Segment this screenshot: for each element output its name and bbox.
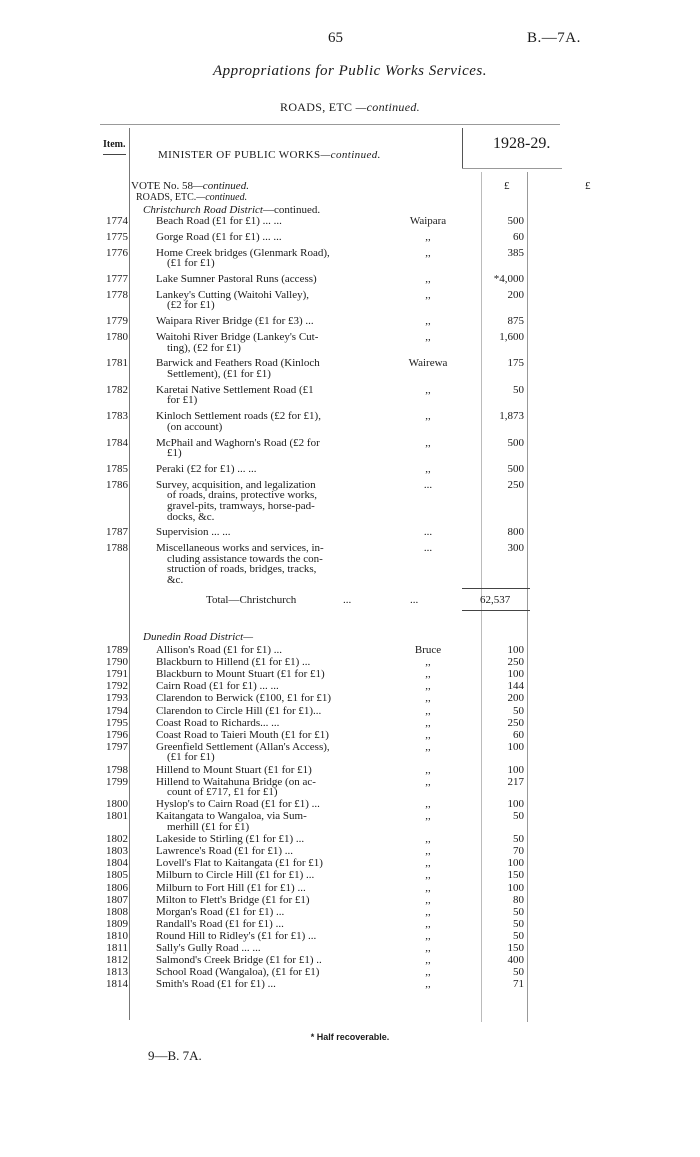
district-heading-continued: —continued. — [262, 204, 321, 216]
vote-heading — [131, 180, 249, 192]
item-number: 1790 — [106, 656, 128, 669]
item-number: 1810 — [106, 929, 128, 942]
item-description — [156, 290, 372, 311]
description-line: Milton to Flett's Bridge (£1 for £1) — [156, 893, 310, 906]
item-amount: 100 — [507, 668, 524, 681]
item-number: 1782 — [106, 383, 128, 396]
page-title: Appropriations for Public Works Services. — [213, 63, 487, 79]
dunedin-heading: Dunedin Road District— — [143, 631, 253, 643]
item-number: 1814 — [106, 978, 128, 991]
item-description — [156, 464, 372, 475]
item-amount: 50 — [513, 810, 524, 823]
column-rule-year-left — [462, 128, 463, 168]
item-amount: 500 — [507, 463, 524, 475]
roads-subheading — [136, 192, 247, 203]
description-line: count of £717, £1 for £1) — [167, 786, 278, 799]
description-line: Supervision ... ... — [156, 526, 231, 539]
item-amount: 100 — [507, 740, 524, 753]
item-description — [156, 216, 372, 227]
item-number: 1794 — [106, 704, 128, 717]
item-description — [156, 693, 372, 704]
item-amount: 800 — [507, 526, 524, 539]
item-amount: 500 — [507, 215, 524, 227]
item-number: 1805 — [106, 869, 128, 882]
description-line: (£1 for £1) — [167, 257, 215, 270]
item-amount: 60 — [513, 230, 524, 243]
item-district: ,, — [425, 668, 431, 681]
item-amount: 60 — [513, 728, 524, 741]
item-district: ,, — [425, 656, 431, 669]
item-number: 1785 — [106, 463, 128, 475]
item-district: ,, — [425, 463, 431, 475]
description-line: Kinloch Settlement roads (£2 for £1), — [156, 410, 321, 423]
item-amount: 100 — [507, 644, 524, 656]
item-description — [156, 316, 372, 327]
item-description — [156, 480, 372, 522]
item-number: 1812 — [106, 954, 128, 967]
item-description — [156, 811, 372, 832]
item-description — [156, 943, 372, 954]
description-line: struction of roads, bridges, tracks, — [167, 563, 317, 576]
item-district: ,, — [425, 288, 431, 301]
item-description — [156, 895, 372, 906]
description-line: Blackburn to Hillend (£1 for £1) ... — [156, 656, 311, 669]
item-description — [156, 274, 372, 285]
item-number: 1798 — [106, 763, 128, 776]
item-description — [156, 777, 372, 798]
item-number: 1787 — [106, 526, 128, 539]
subtitle-main: ROADS, ETC — [280, 100, 353, 114]
item-district: ,, — [425, 331, 431, 343]
description-line: Clarendon to Circle Hill (£1 for £1)... — [156, 704, 322, 717]
item-district: ... — [423, 478, 433, 491]
item-amount: 100 — [507, 798, 524, 811]
item-heading-rule — [103, 154, 126, 155]
item-description — [156, 543, 372, 585]
item-amount: 1,873 — [499, 410, 524, 423]
item-district: ,, — [425, 273, 431, 285]
item-number: 1793 — [106, 692, 128, 705]
item-number: 1801 — [106, 810, 128, 823]
item-description — [156, 681, 372, 692]
item-district: ,, — [425, 810, 431, 823]
item-number: 1784 — [106, 436, 128, 449]
item-description — [156, 411, 372, 432]
item-amount: 150 — [507, 942, 524, 954]
description-line: (£1 for £1) — [167, 751, 215, 764]
item-district: ,, — [425, 917, 431, 930]
item-amount: 300 — [507, 542, 524, 555]
item-description — [156, 358, 372, 379]
item-number: 1809 — [106, 917, 128, 930]
item-number: 1786 — [106, 478, 128, 491]
item-description — [156, 834, 372, 845]
item-description — [156, 883, 372, 894]
item-amount: 144 — [507, 680, 524, 693]
item-description — [156, 332, 372, 353]
item-number: 1802 — [106, 833, 128, 846]
item-amount: 200 — [507, 692, 524, 705]
item-district: ,, — [425, 230, 431, 243]
description-line: School Road (Wangaloa), (£1 for £1) — [156, 966, 320, 979]
item-number: 1792 — [106, 680, 128, 693]
description-line: Kaitangata to Wangaloa, via Sum- — [156, 810, 307, 823]
item-amount: 50 — [513, 704, 524, 717]
item-number: 1777 — [106, 273, 128, 285]
description-line: ting), (£2 for £1) — [167, 341, 241, 354]
description-line: Home Creek bridges (Glenmark Road), — [156, 246, 330, 259]
total-rule-top — [462, 588, 530, 589]
item-number: 1799 — [106, 775, 128, 788]
item-district: ,, — [425, 436, 431, 449]
year-heading: 1928-29. — [493, 135, 551, 152]
item-district: ,, — [425, 383, 431, 396]
currency-symbol-2: £ — [585, 180, 591, 192]
vote-heading-continued: —continued. — [193, 180, 249, 192]
item-description — [156, 919, 372, 930]
item-amount: 200 — [507, 288, 524, 301]
roads-subheading-main: ROADS, ETC. — [136, 192, 197, 203]
item-description — [156, 248, 372, 269]
page-subtitle — [0, 100, 700, 115]
item-column-heading: Item. — [103, 139, 126, 150]
item-amount: 100 — [507, 763, 524, 776]
item-number: 1804 — [106, 857, 128, 870]
description-line: Waitohi River Bridge (Lankey's Cut- — [156, 331, 319, 343]
item-amount: 150 — [507, 869, 524, 882]
description-line: Gorge Road (£1 for £1) ... ... — [156, 230, 282, 243]
item-district: ,, — [425, 954, 431, 967]
column-rule-year-right — [527, 172, 528, 1022]
item-district: ,, — [425, 740, 431, 753]
item-number: 1776 — [106, 246, 128, 259]
item-description — [156, 706, 372, 717]
item-number: 1803 — [106, 845, 128, 858]
item-description — [156, 718, 372, 729]
description-line: Lawrence's Road (£1 for £1) ... — [156, 845, 293, 858]
total-dots-2: ... — [410, 594, 419, 606]
item-number: 1780 — [106, 331, 128, 343]
item-amount: *4,000 — [493, 273, 524, 285]
item-amount: 400 — [507, 954, 524, 967]
item-district: Waipara — [409, 215, 447, 227]
item-description — [156, 967, 372, 978]
item-description — [156, 742, 372, 763]
item-district: ,, — [425, 881, 431, 894]
item-description — [156, 799, 372, 810]
description-line: gravel-pits, tramways, horse-pad- — [167, 499, 315, 512]
item-district: ,, — [425, 845, 431, 858]
description-line: Salmond's Creek Bridge (£1 for £1) .. — [156, 954, 322, 967]
item-district: ,, — [425, 942, 431, 954]
item-district: ,, — [425, 775, 431, 788]
item-description — [156, 931, 372, 942]
description-line: Hillend to Waitahuna Bridge (on ac- — [156, 775, 316, 788]
item-district: ,, — [425, 857, 431, 870]
item-district: ,, — [425, 728, 431, 741]
description-line: cluding assistance towards the con- — [167, 552, 323, 565]
footnote: * Half recoverable. — [310, 1032, 390, 1042]
item-amount: 80 — [513, 893, 524, 906]
description-line: Barwick and Feathers Road (Kinloch — [156, 357, 320, 370]
description-line: £1) — [167, 447, 182, 460]
item-description — [156, 765, 372, 776]
item-number: 1779 — [106, 315, 128, 328]
column-rule-desc — [129, 128, 130, 1020]
item-amount: 50 — [513, 917, 524, 930]
item-number: 1800 — [106, 798, 128, 811]
item-amount: 50 — [513, 833, 524, 846]
item-number: 1806 — [106, 881, 128, 894]
header-bottom-rule — [462, 168, 562, 169]
description-line: of roads, drains, protective works, — [167, 489, 317, 502]
item-description — [156, 979, 372, 990]
description-line: Beach Road (£1 for £1) ... ... — [156, 215, 282, 227]
item-description — [156, 858, 372, 869]
item-description — [156, 870, 372, 881]
item-district: ... — [423, 542, 433, 555]
description-line: Clarendon to Berwick (£100, £1 for £1) — [156, 692, 332, 705]
item-district: ,, — [425, 704, 431, 717]
total-amount: 62,537 — [480, 594, 511, 606]
item-amount: 70 — [513, 845, 524, 858]
item-description — [156, 846, 372, 857]
description-line: Cairn Road (£1 for £1) ... ... — [156, 680, 279, 693]
item-district: ,, — [425, 905, 431, 918]
description-line: McPhail and Waghorn's Road (£2 for — [156, 436, 320, 449]
item-district: ,, — [425, 966, 431, 979]
item-number: 1788 — [106, 542, 128, 555]
minister-heading — [158, 149, 381, 161]
item-amount: 250 — [507, 478, 524, 491]
item-amount: 500 — [507, 436, 524, 449]
description-line: Blackburn to Mount Stuart (£1 for £1) — [156, 668, 325, 681]
description-line: Miscellaneous works and services, in- — [156, 542, 324, 555]
description-line: Allison's Road (£1 for £1) ... — [156, 644, 283, 656]
description-line: &c. — [167, 573, 184, 586]
item-number: 1775 — [106, 230, 128, 243]
description-line: (on account) — [167, 420, 223, 433]
item-district: ,, — [425, 692, 431, 705]
total-dots-1: ... — [343, 594, 352, 606]
item-amount: 1,600 — [499, 331, 524, 343]
description-line: for £1) — [167, 394, 198, 407]
description-line: Coast Road to Richards... ... — [156, 716, 280, 729]
item-district: ,, — [425, 680, 431, 693]
item-district: ,, — [425, 246, 431, 259]
page-number: 65 — [328, 30, 343, 46]
item-amount: 100 — [507, 857, 524, 870]
footer-reference: 9—B. 7A. — [148, 1048, 202, 1063]
item-amount: 250 — [507, 716, 524, 729]
item-number: 1791 — [106, 668, 128, 681]
description-line: Smith's Road (£1 for £1) ... — [156, 978, 276, 991]
item-amount: 50 — [513, 929, 524, 942]
item-amount: 50 — [513, 905, 524, 918]
description-line: Morgan's Road (£1 for £1) ... — [156, 905, 285, 918]
total-rule-bottom — [462, 610, 530, 611]
item-description — [156, 955, 372, 966]
item-amount: 50 — [513, 966, 524, 979]
item-district: ,, — [425, 716, 431, 729]
description-line: Lovell's Flat to Kaitangata (£1 for £1) — [156, 857, 323, 870]
description-line: Survey, acquisition, and legalization — [156, 478, 316, 491]
description-line: Settlement), (£1 for £1) — [167, 367, 271, 380]
item-number: 1811 — [106, 942, 128, 954]
vote-heading-main: VOTE No. 58 — [131, 180, 194, 192]
item-number: 1795 — [106, 716, 128, 729]
item-number: 1796 — [106, 728, 128, 741]
item-description — [156, 907, 372, 918]
item-district: Bruce — [414, 644, 442, 656]
total-label: Total—Christchurch — [206, 594, 297, 606]
description-line: (£2 for £1) — [167, 299, 215, 312]
description-line: Karetai Native Settlement Road (£1 — [156, 383, 314, 396]
item-district: ,, — [425, 315, 431, 328]
description-line: Coast Road to Taieri Mouth (£1 for £1) — [156, 728, 329, 741]
item-number: 1778 — [106, 288, 128, 301]
item-district: ,, — [425, 798, 431, 811]
description-line: Peraki (£2 for £1) ... ... — [156, 463, 257, 475]
item-number: 1807 — [106, 893, 128, 906]
item-district: ,, — [425, 763, 431, 776]
description-line: Round Hill to Ridley's (£1 for £1) ... — [156, 929, 317, 942]
item-district: ... — [423, 526, 433, 539]
item-description — [156, 527, 372, 538]
item-district: ,, — [425, 869, 431, 882]
item-amount: 875 — [507, 315, 524, 328]
item-district: ,, — [425, 929, 431, 942]
item-description — [156, 645, 372, 656]
item-description — [156, 385, 372, 406]
description-line: Greenfield Settlement (Allan's Access), — [156, 740, 330, 753]
document-reference: B.—7A. — [527, 30, 581, 46]
description-line: Randall's Road (£1 for £1) ... — [156, 917, 284, 930]
description-line: Lankey's Cutting (Waitohi Valley), — [156, 288, 310, 301]
item-description — [156, 657, 372, 668]
minister-heading-continued: —continued. — [320, 149, 381, 161]
subtitle-continued: —continued. — [355, 100, 420, 114]
item-description — [156, 730, 372, 741]
item-district: ,, — [425, 410, 431, 423]
item-number: 1789 — [106, 644, 128, 656]
item-district: ,, — [425, 833, 431, 846]
item-number: 1808 — [106, 905, 128, 918]
item-district: Wairewa — [408, 357, 448, 370]
item-number: 1781 — [106, 357, 128, 370]
description-line: merhill (£1 for £1) — [167, 820, 250, 833]
item-district: ,, — [425, 893, 431, 906]
description-line: Milburn to Fort Hill (£1 for £1) ... — [156, 881, 306, 894]
item-number: 1774 — [106, 215, 128, 227]
description-line: Waipara River Bridge (£1 for £3) ... — [156, 315, 314, 328]
description-line: Lake Sumner Pastoral Runs (access) — [156, 273, 317, 285]
item-amount: 250 — [507, 656, 524, 669]
roads-subheading-continued: —continued. — [196, 192, 248, 203]
item-amount: 50 — [513, 383, 524, 396]
description-line: Hillend to Mount Stuart (£1 for £1) — [156, 763, 312, 776]
description-line: docks, &c. — [167, 510, 215, 523]
item-amount: 71 — [513, 978, 524, 991]
item-amount: 100 — [507, 881, 524, 894]
currency-symbol-1: £ — [504, 180, 510, 192]
item-amount: 175 — [507, 357, 524, 370]
item-district: ,, — [425, 978, 431, 991]
district-heading-main: Christchurch Road District — [143, 204, 263, 216]
item-description — [156, 669, 372, 680]
minister-heading-main: MINISTER OF PUBLIC WORKS — [158, 149, 321, 161]
item-amount: 385 — [507, 246, 524, 259]
description-line: Lakeside to Stirling (£1 for £1) ... — [156, 833, 305, 846]
item-number: 1783 — [106, 410, 128, 423]
item-description — [156, 438, 372, 459]
item-description — [156, 232, 372, 243]
description-line: Milburn to Circle Hill (£1 for £1) ... — [156, 869, 315, 882]
description-line: Hyslop's to Cairn Road (£1 for £1) ... — [156, 798, 320, 811]
item-number: 1797 — [106, 740, 128, 753]
item-number: 1813 — [106, 966, 128, 979]
item-amount: 217 — [507, 775, 524, 788]
description-line: Sally's Gully Road ... ... — [156, 942, 261, 954]
header-rule — [100, 124, 560, 125]
